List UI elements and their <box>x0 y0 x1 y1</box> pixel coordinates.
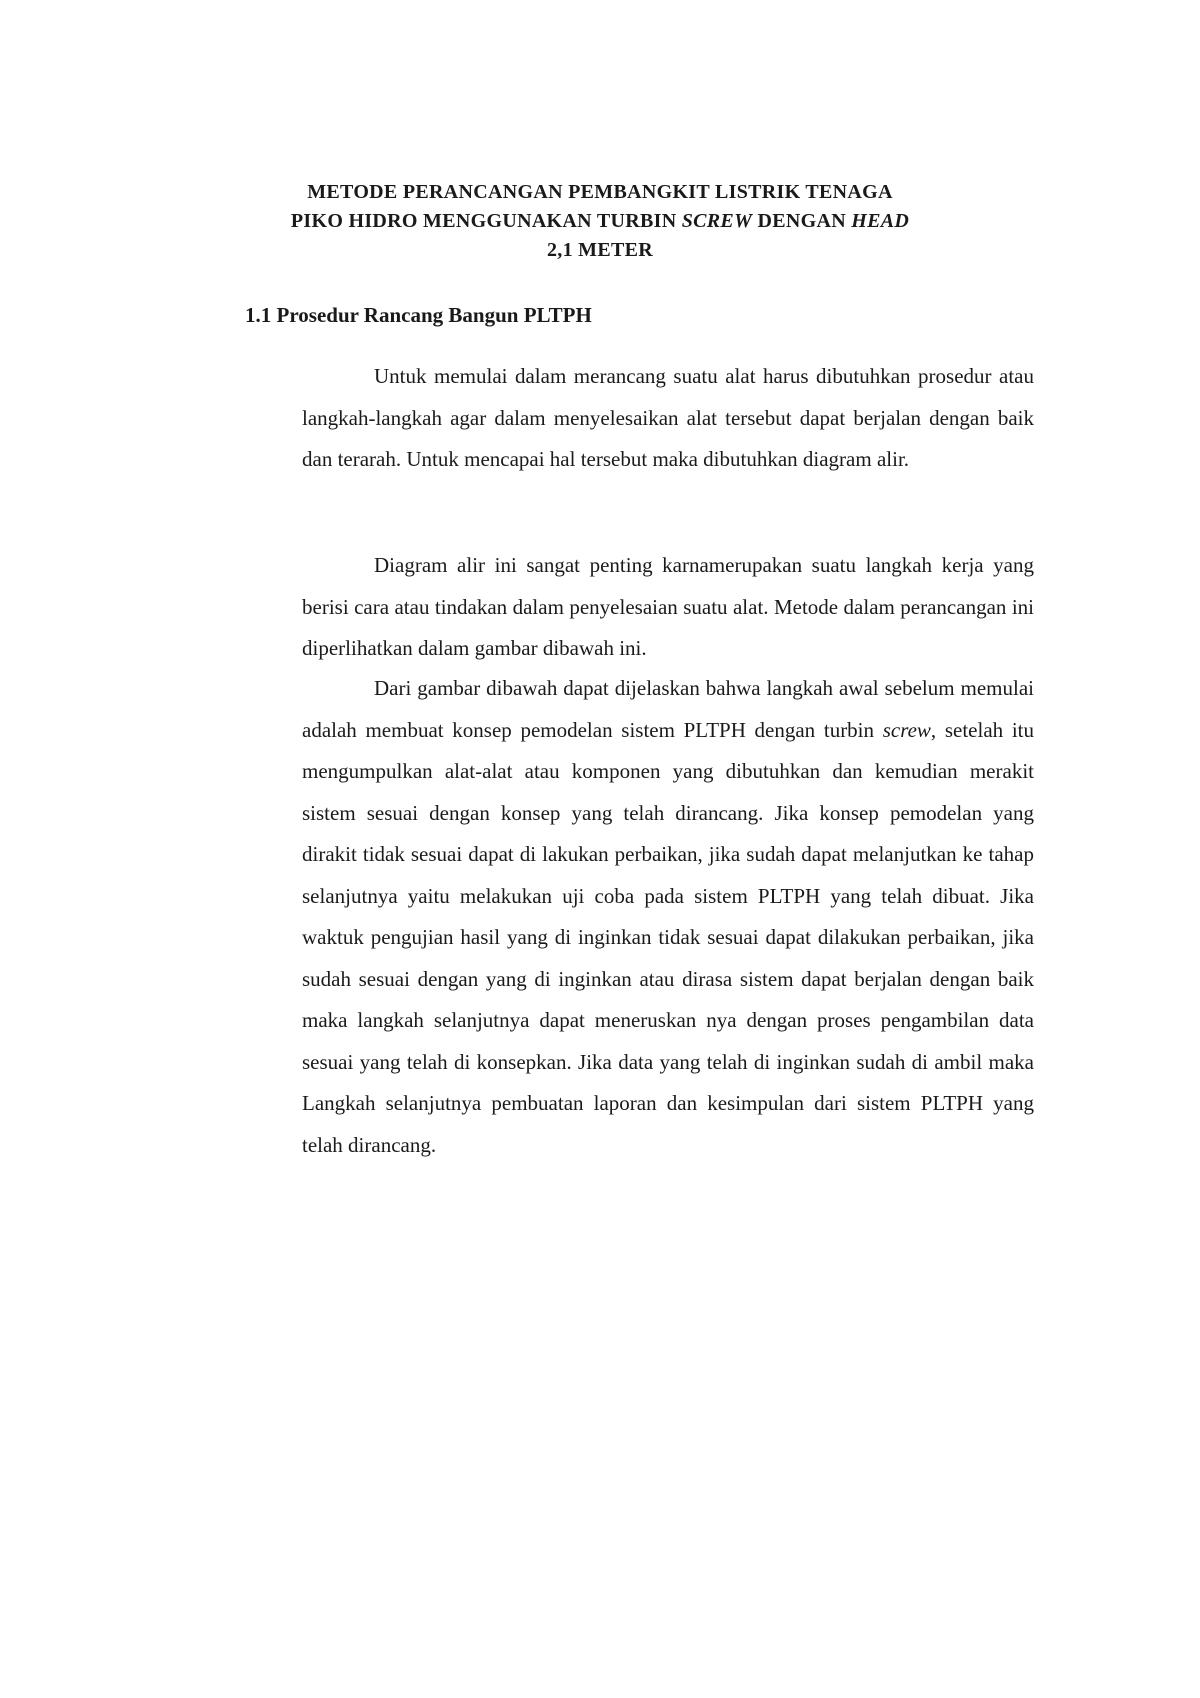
paragraph-block-2 <box>302 545 1034 670</box>
paragraph-3-text-a: Dari gambar dibawah dapat dijelaskan bahwa langkah awal sebelum memulai adalah membuat konsep pemodelan sistem PLTPH dengan turbin <box>302 676 1034 742</box>
title-line-2-screw-italic: SCREW <box>681 210 753 232</box>
paragraph-1: Untuk memulai dalam merancang suatu alat harus dibutuhkan prosedur atau langkah-langkah agar dalam menyelesaikan alat tersebut dapat berjalan dengan baik dan terarah. Untuk mencapai hal tersebut maka dibutuhkan diagram alir. <box>302 364 1034 471</box>
paragraph-3 <box>302 668 1034 1166</box>
paragraph-block-1 <box>302 356 1034 481</box>
title-line-3: 2,1 METER <box>546 239 654 261</box>
paragraph-block-3 <box>302 668 1034 1166</box>
paragraph-2: Diagram alir ini sangat penting karnamerupakan suatu langkah kerja yang berisi cara atau tindakan dalam penyelesaian suatu alat. Metode dalam perancangan ini diperlihatkan dalam gambar dibawah ini. <box>302 553 1034 660</box>
title-line-2-text-c: DENGAN <box>752 210 852 232</box>
paragraph-3-text-c: , setelah itu mengumpulkan alat-alat atau komponen yang dibutuhkan dan kemudian merakit sistem sesuai dengan konsep yang telah dirancang. Jika konsep pemodelan yang dirakit tidak sesuai dapat di lakukan perbaikan, jika sudah dapat melanjutkan ke tahap selanjutnya yaitu melakukan uji coba pada sistem PLTPH yang telah dibuat. Jika waktuk pengujian hasil yang di inginkan tidak sesuai dapat dilakukan perbaikan, jika sudah sesuai dengan yang di inginkan atau dirasa sistem dapat berjalan dengan baik maka langkah selanjutnya dapat meneruskan nya dengan proses pengambilan data sesuai yang telah di konsepkan. Jika data yang telah di inginkan sudah di ambil maka Langkah selanjutnya pembuatan laporan dan kesimpulan dari sistem PLTPH yang telah dirancang. <box>302 717 1034 1157</box>
title-line-1: METODE PERANCANGAN PEMBANGKIT LISTRIK TENAGA <box>307 181 893 203</box>
title-line-2 <box>240 207 960 236</box>
title-line-2-head-italic: HEAD <box>851 210 910 232</box>
title-line-2-text-a: PIKO HIDRO MENGGUNAKAN TURBIN <box>290 210 682 232</box>
paragraph-3-screw-italic: screw <box>882 717 931 742</box>
document-title <box>240 178 960 265</box>
section-heading: 1.1 Prosedur Rancang Bangun PLTPH <box>245 303 592 327</box>
